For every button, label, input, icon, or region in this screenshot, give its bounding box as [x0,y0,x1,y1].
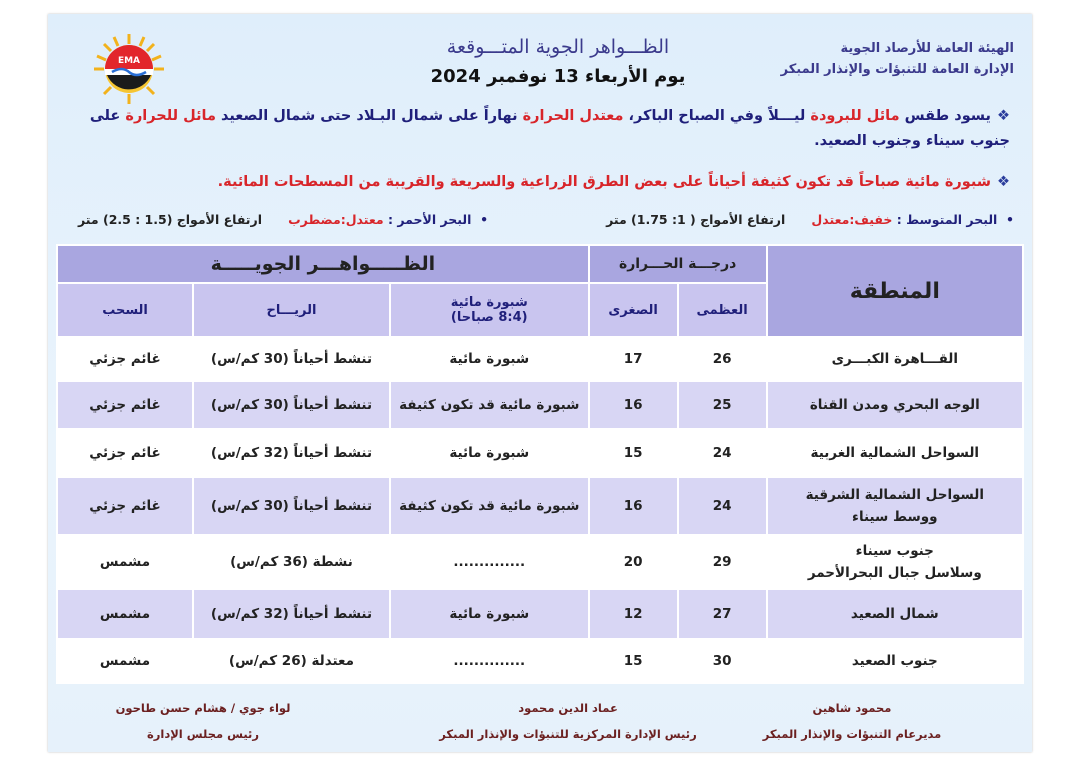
wind-cell: تنشط أحياناً (30 كم/س) [193,381,390,429]
min-temp-header: الصغرى [589,283,678,337]
med-state: خفيف:معتدل [811,212,893,227]
signature-name: عماد الدين محمود [518,701,618,715]
min-temp-cell: 15 [589,639,678,683]
max-temp-cell: 29 [678,535,767,589]
region-cell [767,337,1023,381]
fog-cell: .............. [390,535,589,589]
max-temp-cell: 25 [678,381,767,429]
b1-text-7: على جنوب سيناء وجنوب الصعيد. [89,108,1010,149]
red-label: البحر الأحمر : [388,212,472,227]
fog-header-line-1: شبورة مائية [450,295,528,310]
diamond-bullet-icon: ❖ [997,174,1010,190]
temperature-header: درجـــة الحـــرارة [589,245,767,283]
region-cell [767,381,1023,429]
mediterranean-sea-state [606,212,1014,227]
b1-text-2: مائل للبرودة [810,108,900,124]
region-cell [767,589,1023,639]
region-name: القـــاهرة الكبـــرى [831,351,959,367]
table-row [57,381,1023,429]
cloud-cell: غائم جزئي [57,477,193,535]
red-state: معتدل:مضطرب [288,212,384,227]
bullet-weather [80,104,1010,154]
logo-text: EMA [117,56,141,66]
signature-title: رئيس مجلس الإدارة [146,727,259,741]
cloud-cell: غائم جزئي [57,381,193,429]
max-temp-cell: 26 [678,337,767,381]
fog-cell: شبورة مائية قد تكون كثيفة [390,381,589,429]
red-sea-state [78,212,488,227]
signature-title: رئيس الإدارة المركزية للتنبؤات والإنذار المبكر [439,727,697,741]
cloud-header: السحب [57,283,193,337]
region-cell [767,429,1023,477]
fog-cell: .............. [390,639,589,683]
wind-cell: تنشط أحياناً (30 كم/س) [193,337,390,381]
fog-cell: شبورة مائية [390,337,589,381]
min-temp-cell: 16 [589,381,678,429]
b2-text-2: صباحاً قد تكون كثيفة أحياناً على بعض الطرق الزراعية والسريعة والقريبة من المسطحات المائية. [217,174,906,190]
b1-text-1: يسود طقس [899,108,991,124]
fog-header [390,283,589,337]
signature-central-director [418,700,718,743]
fog-cell: شبورة مائية قد تكون كثيفة [390,477,589,535]
table-row [57,429,1023,477]
table-row [57,639,1023,683]
wind-cell: معتدلة (26 كم/س) [193,639,390,683]
min-temp-cell: 16 [589,477,678,535]
fog-cell: شبورة مائية [390,429,589,477]
cloud-cell: مشمس [57,535,193,589]
min-temp-cell: 12 [589,589,678,639]
region-name: جنوب الصعيد [851,653,938,669]
bullet-fog [80,170,1010,195]
signature-name: محمود شاهين [812,701,892,715]
region-name: شمال الصعيد [850,606,939,622]
b2-text-1: شبورة مائية [905,174,991,190]
min-temp-cell: 20 [589,535,678,589]
region-name: جنوب سيناء [855,543,934,559]
fog-cell: شبورة مائية [390,589,589,639]
cloud-cell: مشمس [57,639,193,683]
page-title: الظـــواهر الجوية المتـــوقعة [446,36,670,58]
phenomena-header: الظـــــواهـــر الجويـــــة [57,245,589,283]
region-name: السواحل الشمالية الشرقية [805,487,984,503]
diamond-bullet-icon: ❖ [997,108,1010,124]
region-header: المنطقة [767,245,1023,337]
region-cell [767,477,1023,535]
region-name: السواحل الشمالية الغربية [810,445,980,461]
max-temp-header: العظمى [678,283,767,337]
region-cell [767,535,1023,589]
b1-text-5: نهاراً على شمال البـلاد حتى شمال الصعيد [215,108,523,124]
wind-cell: تنشط أحياناً (32 كم/س) [193,429,390,477]
table-row [57,589,1023,639]
max-temp-cell: 24 [678,429,767,477]
table-row [57,477,1023,535]
med-waves: ارتفاع الأمواج ( 1: 1.75) متر [606,212,786,227]
b1-text-6: مائل للحرارة [125,108,216,124]
forecast-date: يوم الأربعاء 13 نوفمبر 2024 [430,66,686,87]
min-temp-cell: 17 [589,337,678,381]
min-temp-cell: 15 [589,429,678,477]
wind-header: الريـــاح [193,283,390,337]
region-name-line-2: وسلاسل جبال البحرالأحمر [807,565,982,581]
dot-bullet-icon: • [997,212,1014,227]
fog-header-line-2: (8:4 صباحا) [450,310,528,325]
wind-cell: نشطة (36 كم/س) [193,535,390,589]
table-row [57,535,1023,589]
b1-text-3: ليـــلاً وفي الصباح الباكر، [623,108,811,124]
region-name-line-2: ووسط سيناء [852,509,938,525]
forecast-sheet [48,14,1032,752]
signature-forecast-director [742,700,962,743]
cloud-cell: غائم جزئي [57,337,193,381]
table-row [57,337,1023,381]
red-waves: ارتفاع الأمواج (1.5 : 2.5) متر [78,212,262,227]
region-cell [767,639,1023,683]
b1-text-4: معتدل الحرارة [522,108,624,124]
signature-name: لواء جوي / هشام حسن طاحون [115,701,291,715]
region-name: الوجه البحري ومدن القناة [809,397,980,413]
cloud-cell: مشمس [57,589,193,639]
wind-cell: تنشط أحياناً (30 كم/س) [193,477,390,535]
med-label: البحر المتوسط : [896,212,998,227]
cloud-cell: غائم جزئي [57,429,193,477]
org-line-1: الهيئة العامة للأرصاد الجوية [840,41,1014,56]
max-temp-cell: 30 [678,639,767,683]
ema-logo-icon [92,32,166,106]
max-temp-cell: 27 [678,589,767,639]
organization-name [781,38,1014,80]
org-line-2: الإدارة العامة للتنبؤات والإنذار المبكر [780,62,1014,77]
wind-cell: تنشط أحياناً (32 كم/س) [193,589,390,639]
forecast-table [56,244,1024,684]
signature-chairman [88,700,318,743]
max-temp-cell: 24 [678,477,767,535]
signature-title: مديرعام التنبؤات والإنذار المبكر [762,727,942,741]
dot-bullet-icon: • [471,212,489,227]
